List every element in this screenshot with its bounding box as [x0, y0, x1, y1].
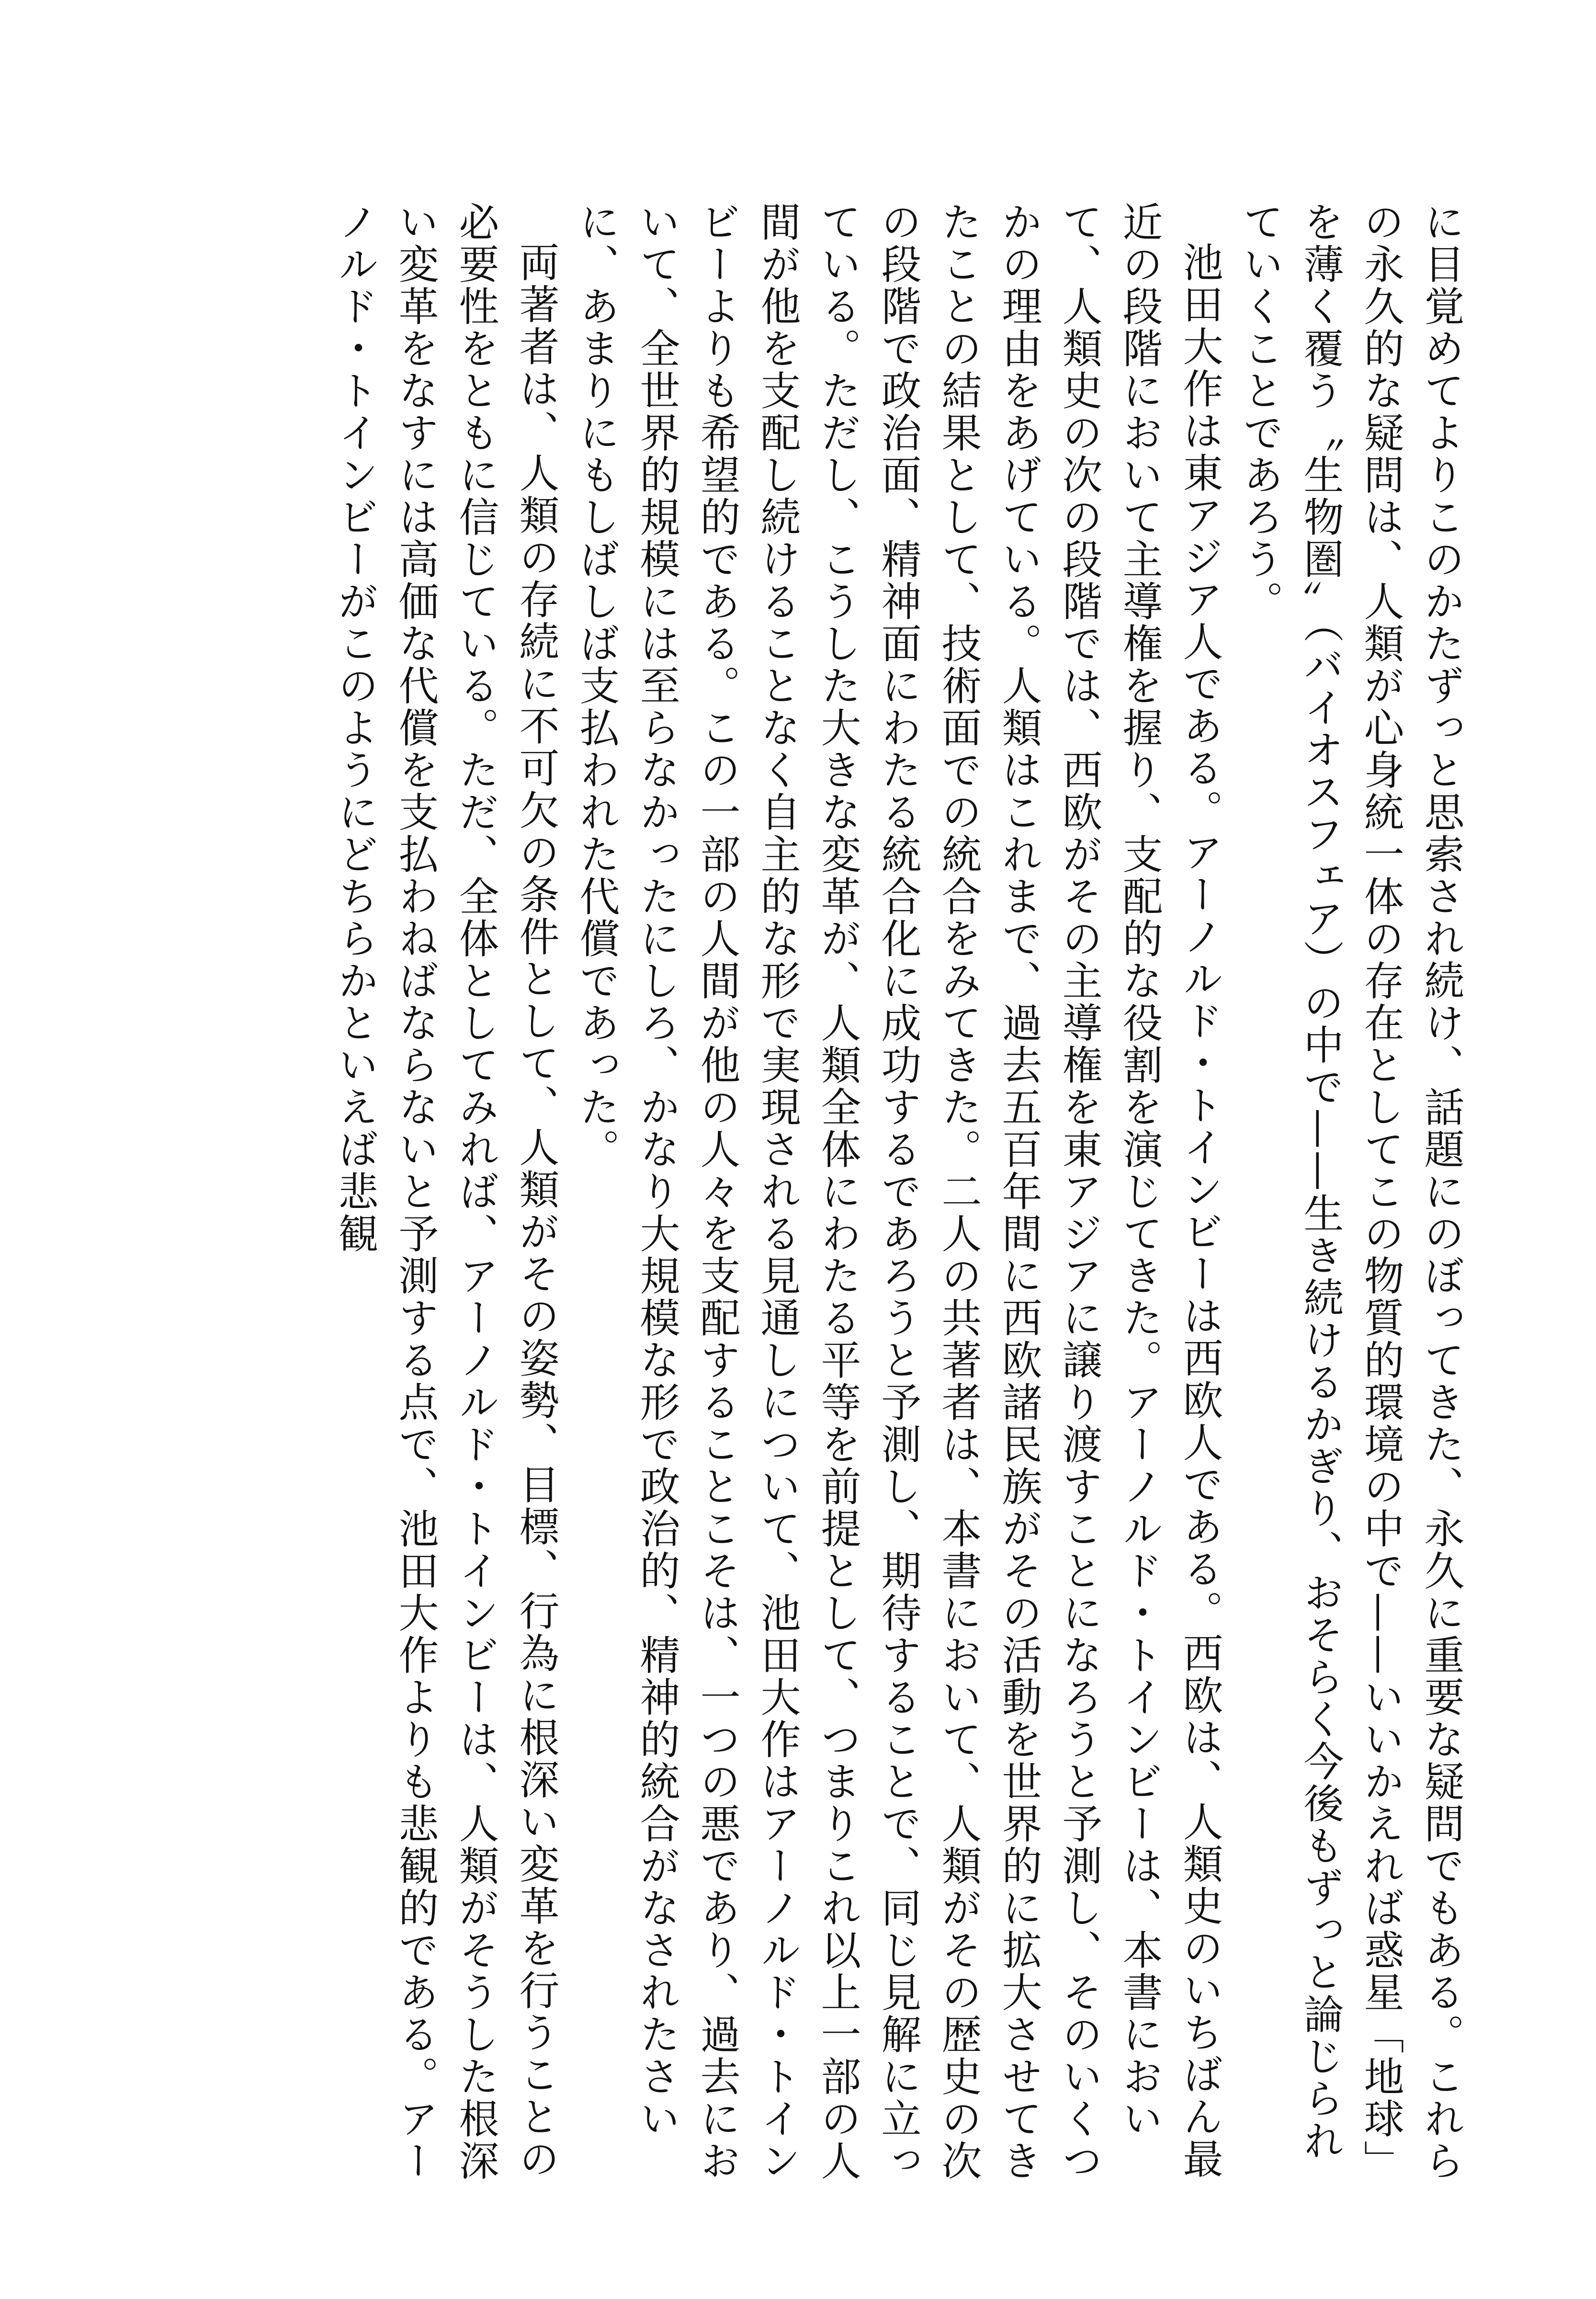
body-text: [131, 201, 1471, 2184]
paragraph-3: 両著者は、人類の存続に不可欠の条件として、人類がその姿勢、目標、行為に根深い変革を行うことの必要性をともに信じている。ただ、全体としてみれば、アーノルド・トインビーは、人類がそうした根深い変革をなすには高価な代償を支払わねばならないと予測する点で、池田大作よりも悲観的である。アーノルド・トインビーがこのようにどちらかといえば悲観: [332, 201, 560, 2182]
paragraph-2: 池田大作は東アジア人である。アーノルド・トインビーは西欧人である。西欧は、人類史のいちばん最近の段階において主導権を握り、支配的な役割を演じてきた。アーノルド・トインビーは、本書において、人類史の次の段階では、西欧がその主導権を東アジアに譲り渡すことになろうと予測し、そのいくつかの理由をあげている。人類はこれまで、過去五百年間に西欧諸民族がその活動を世界的に拡大させてきたことの結果として、技術面での統合をみてきた。二人の共著者は、本書において、人類がその歴史の次の段階で政治面、精神面にわたる統合化に成功するであろうと予測し、期待することで、同じ見解に立っている。ただし、こうした大きな変革が、人類全体にわたる平等を前提として、つまりこれ以上一部の人間が他を支配し続けることなく自主的な形で実現される見通しについて、池田大作はアーノルド・トインビーよりも希望的である。この一部の人間が他の人々を支配することこそは、一つの悪であり、過去において、全世界的規模には至らなかったにしろ、かなり大規模な形で政治的、精神的統合がなされたさいに、あまりにもしばしば支払われた代償であった。: [573, 201, 1223, 2182]
paragraph-1: に目覚めてよりこのかたずっと思索され続け、話題にのぼってきた、永久に重要な疑問でもある。これらの永久的な疑問は、人類が心身統一体の存在としてこの物質的環境の中で——いいかえれば惑星「地球」を薄く覆う〝生物圏〟（バイオスフェア）の中で——生き続けるかぎり、おそらく今後もずっと論じられていくことであろう。: [1237, 201, 1465, 2182]
